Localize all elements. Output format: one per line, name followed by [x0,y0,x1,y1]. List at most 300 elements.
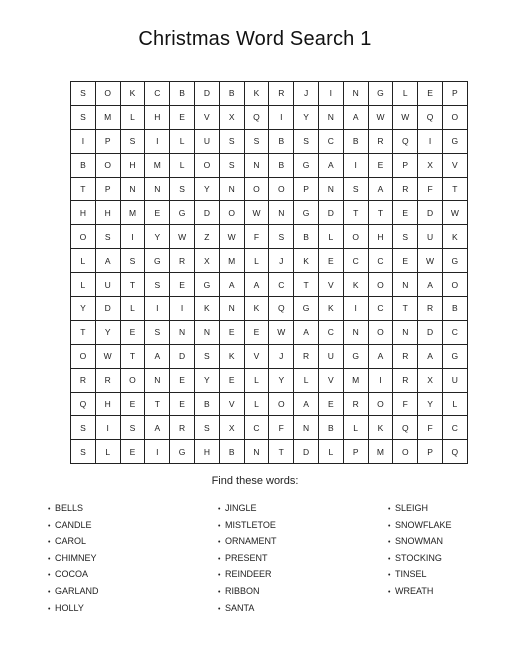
grid-cell[interactable]: H [368,225,393,249]
grid-cell[interactable]: R [269,82,294,106]
grid-cell[interactable]: C [343,249,368,273]
grid-cell[interactable]: T [294,273,319,297]
grid-cell[interactable]: S [343,177,368,201]
grid-cell[interactable]: M [120,201,145,225]
bullet-icon: • [48,539,51,547]
grid-cell[interactable]: A [343,105,368,129]
grid-cell[interactable]: R [294,344,319,368]
grid-row [71,177,468,201]
grid-cell[interactable]: E [170,105,195,129]
grid-cell[interactable]: G [368,82,393,106]
grid-cell[interactable]: N [145,177,170,201]
word-list-item [388,583,452,600]
grid-cell[interactable]: E [219,368,244,392]
grid-cell[interactable]: S [145,320,170,344]
grid-cell[interactable]: I [368,368,393,392]
grid-cell[interactable]: P [418,440,443,464]
grid-cell[interactable]: E [120,392,145,416]
grid-cell[interactable]: O [219,201,244,225]
grid-cell[interactable]: N [120,177,145,201]
grid-cell[interactable]: K [442,225,467,249]
grid-cell[interactable]: Q [418,105,443,129]
grid-cell[interactable]: G [170,201,195,225]
grid-cell[interactable]: X [219,416,244,440]
grid-cell[interactable]: E [393,249,418,273]
word-list-column-1 [48,500,99,616]
grid-cell[interactable]: L [343,416,368,440]
word-label: RIBBON [225,585,260,596]
word-list-item [388,550,452,567]
grid-cell[interactable]: I [145,129,170,153]
grid-cell[interactable]: U [442,368,467,392]
grid-cell[interactable]: S [120,129,145,153]
grid-cell[interactable]: S [393,225,418,249]
grid-cell[interactable]: S [244,129,269,153]
grid-cell[interactable]: T [442,177,467,201]
grid-cell[interactable]: J [269,344,294,368]
grid-cell[interactable]: Y [418,392,443,416]
grid-cell[interactable]: A [294,320,319,344]
bullet-icon: • [48,506,51,513]
grid-cell[interactable]: I [318,82,343,106]
grid-cell[interactable]: E [170,273,195,297]
grid-cell[interactable]: X [418,153,443,177]
grid-cell[interactable]: D [194,82,219,106]
grid-cell[interactable]: L [294,368,319,392]
word-label: WREATH [395,585,434,596]
grid-cell[interactable]: Y [194,177,219,201]
grid-cell[interactable]: O [368,320,393,344]
word-list-item [48,583,99,600]
grid-cell[interactable]: C [442,416,467,440]
grid-cell[interactable]: M [219,249,244,273]
bullet-icon: • [48,555,51,563]
grid-cell[interactable]: D [294,440,319,464]
grid-cell[interactable]: L [95,440,120,464]
grid-cell[interactable]: A [95,249,120,273]
grid-cell[interactable]: X [418,368,443,392]
grid-cell[interactable]: K [244,297,269,321]
grid-cell[interactable]: E [368,153,393,177]
grid-cell[interactable]: L [244,249,269,273]
grid-cell[interactable]: I [269,105,294,129]
word-label: CAROL [55,536,87,547]
grid-cell[interactable]: P [442,82,467,106]
grid-cell[interactable]: N [170,320,195,344]
grid-cell[interactable]: R [393,344,418,368]
grid-cell[interactable]: S [71,416,96,440]
grid-cell[interactable]: N [343,320,368,344]
grid-cell[interactable]: W [393,105,418,129]
grid-cell[interactable]: B [219,82,244,106]
grid-cell[interactable]: A [368,344,393,368]
grid-cell[interactable]: C [368,249,393,273]
grid-cell[interactable]: V [219,392,244,416]
word-list-item [388,500,452,517]
grid-cell[interactable]: I [71,129,96,153]
grid-cell[interactable]: N [145,368,170,392]
grid-cell[interactable]: L [244,368,269,392]
word-list-column-3 [388,500,452,600]
grid-cell[interactable]: Y [145,225,170,249]
grid-cell[interactable]: C [145,82,170,106]
grid-cell[interactable]: H [71,201,96,225]
grid-cell[interactable]: P [95,177,120,201]
grid-cell[interactable]: I [170,297,195,321]
grid-cell[interactable]: E [318,249,343,273]
grid-cell[interactable]: H [95,392,120,416]
grid-cell[interactable]: V [194,105,219,129]
grid-cell[interactable]: U [194,129,219,153]
grid-cell[interactable]: J [294,82,319,106]
bullet-icon: • [218,572,221,580]
grid-cell[interactable]: C [318,320,343,344]
grid-cell[interactable]: P [294,177,319,201]
grid-cell[interactable]: A [244,273,269,297]
grid-cell[interactable]: R [393,177,418,201]
grid-row [71,249,468,273]
word-list-item [388,533,452,550]
grid-cell[interactable]: W [269,320,294,344]
bullet-icon: • [48,522,51,530]
grid-cell[interactable]: S [71,82,96,106]
word-label: SNOWMAN [395,536,443,547]
grid-cell[interactable]: G [145,249,170,273]
grid-cell[interactable]: R [368,129,393,153]
grid-cell[interactable]: I [145,440,170,464]
word-label: JINGLE [225,503,257,513]
grid-cell[interactable]: E [219,320,244,344]
grid-cell[interactable]: E [170,368,195,392]
grid-cell[interactable]: Q [393,416,418,440]
grid-cell[interactable]: F [418,416,443,440]
grid-cell[interactable]: Z [194,225,219,249]
grid-cell[interactable]: E [244,320,269,344]
grid-cell[interactable]: A [219,273,244,297]
grid-cell[interactable]: O [95,153,120,177]
grid-cell[interactable]: Y [294,105,319,129]
grid-cell[interactable]: N [318,105,343,129]
grid-cell[interactable]: E [120,320,145,344]
grid-cell[interactable]: E [145,201,170,225]
grid-cell[interactable]: T [145,392,170,416]
grid-row [71,273,468,297]
grid-cell[interactable]: Y [269,368,294,392]
grid-cell[interactable]: H [145,105,170,129]
grid-cell[interactable]: T [120,273,145,297]
grid-cell[interactable]: H [120,153,145,177]
grid-cell[interactable]: T [71,320,96,344]
grid-cell[interactable]: S [269,225,294,249]
grid-cell[interactable]: U [318,344,343,368]
grid-cell[interactable]: S [71,440,96,464]
grid-cell[interactable]: D [194,201,219,225]
grid-cell[interactable]: R [170,416,195,440]
grid-cell[interactable]: D [418,320,443,344]
grid-cell[interactable]: M [368,440,393,464]
grid-cell[interactable]: L [71,249,96,273]
grid-cell[interactable]: R [170,249,195,273]
grid-cell[interactable]: S [219,153,244,177]
grid-cell[interactable]: G [294,297,319,321]
grid-cell[interactable]: C [318,129,343,153]
grid-cell[interactable]: O [442,105,467,129]
grid-cell[interactable]: N [244,153,269,177]
grid-cell[interactable]: W [418,249,443,273]
grid-cell[interactable]: T [393,297,418,321]
grid-cell[interactable]: N [343,82,368,106]
grid-cell[interactable]: P [343,440,368,464]
grid-cell[interactable]: O [393,440,418,464]
grid-cell[interactable]: N [294,416,319,440]
word-label: HOLLY [55,602,84,613]
grid-cell[interactable]: B [442,297,467,321]
grid-cell[interactable]: T [368,201,393,225]
grid-cell[interactable]: K [194,297,219,321]
word-list-item [48,500,99,517]
word-list-item [218,533,277,550]
grid-cell[interactable]: G [294,153,319,177]
grid-cell[interactable]: S [219,129,244,153]
grid-cell[interactable]: F [244,225,269,249]
grid-cell[interactable]: G [294,201,319,225]
grid-cell[interactable]: E [418,82,443,106]
word-label: PRESENT [225,552,268,563]
grid-cell[interactable]: A [294,392,319,416]
grid-cell[interactable]: L [393,82,418,106]
grid-cell[interactable]: A [145,416,170,440]
grid-cell[interactable]: G [442,129,467,153]
grid-cell[interactable]: S [294,129,319,153]
grid-cell[interactable]: O [442,273,467,297]
grid-cell[interactable]: B [71,153,96,177]
grid-cell[interactable]: B [219,440,244,464]
grid-cell[interactable]: O [71,225,96,249]
grid-cell[interactable]: T [120,344,145,368]
grid-cell[interactable]: S [194,416,219,440]
grid-cell[interactable]: X [219,105,244,129]
grid-cell[interactable]: G [194,273,219,297]
grid-cell[interactable]: R [418,297,443,321]
grid-cell[interactable]: V [442,153,467,177]
grid-cell[interactable]: Q [71,392,96,416]
grid-cell[interactable]: S [170,177,195,201]
word-list-item [218,600,277,617]
grid-cell[interactable]: N [393,320,418,344]
grid-cell[interactable]: A [368,177,393,201]
grid-cell[interactable]: N [393,273,418,297]
grid-cell[interactable]: B [294,225,319,249]
grid-cell[interactable]: L [170,153,195,177]
grid-cell[interactable]: D [170,344,195,368]
grid-cell[interactable]: K [294,249,319,273]
word-list-item [218,566,277,583]
grid-cell[interactable]: N [219,297,244,321]
grid-cell[interactable]: U [95,273,120,297]
grid-cell[interactable]: O [343,225,368,249]
grid-cell[interactable]: T [269,440,294,464]
grid-cell[interactable]: M [343,368,368,392]
word-label: TINSEL [395,569,427,580]
grid-cell[interactable]: O [120,368,145,392]
grid-cell[interactable]: V [244,344,269,368]
grid-row [71,153,468,177]
grid-cell[interactable]: W [95,344,120,368]
grid-cell[interactable]: I [343,297,368,321]
grid-cell[interactable]: C [244,416,269,440]
grid-cell[interactable]: W [219,225,244,249]
grid-cell[interactable]: W [442,201,467,225]
grid-cell[interactable]: F [393,392,418,416]
grid-cell[interactable]: A [418,344,443,368]
grid-cell[interactable]: K [219,344,244,368]
grid-cell[interactable]: H [95,201,120,225]
grid-cell[interactable]: S [120,416,145,440]
grid-cell[interactable]: G [170,440,195,464]
grid-cell[interactable]: R [393,368,418,392]
grid-row [71,297,468,321]
grid-cell[interactable]: N [244,440,269,464]
grid-cell[interactable]: K [244,82,269,106]
grid-cell[interactable]: L [170,129,195,153]
grid-cell[interactable]: B [318,416,343,440]
grid-cell[interactable]: L [120,105,145,129]
grid-cell[interactable]: Y [71,297,96,321]
grid-cell[interactable]: T [343,201,368,225]
grid-row [71,129,468,153]
grid-cell[interactable]: E [318,392,343,416]
grid-cell[interactable]: Y [194,368,219,392]
word-list-item [218,500,277,517]
grid-cell[interactable]: V [318,368,343,392]
grid-cell[interactable]: O [269,177,294,201]
grid-cell[interactable]: F [269,416,294,440]
grid-cell[interactable]: S [71,105,96,129]
bullet-icon: • [218,555,221,563]
grid-cell[interactable]: K [120,82,145,106]
grid-cell[interactable]: O [244,177,269,201]
grid-cell[interactable]: M [145,153,170,177]
grid-row [71,225,468,249]
grid-cell[interactable]: I [418,129,443,153]
grid-cell[interactable]: D [418,201,443,225]
grid-cell[interactable]: O [95,82,120,106]
grid-cell[interactable]: U [418,225,443,249]
word-list-item [388,566,452,583]
bullet-icon: • [388,572,391,580]
grid-cell[interactable]: G [343,344,368,368]
grid-cell[interactable]: I [120,225,145,249]
grid-cell[interactable]: L [442,392,467,416]
grid-cell[interactable]: E [120,440,145,464]
grid-cell[interactable]: B [343,129,368,153]
grid-cell[interactable]: Y [95,320,120,344]
word-list-item [218,583,277,600]
grid-cell[interactable]: E [170,392,195,416]
grid-row [71,416,468,440]
grid-cell[interactable]: A [318,153,343,177]
grid-cell[interactable]: Q [244,105,269,129]
word-list-column-2 [218,500,277,616]
grid-cell[interactable]: S [194,344,219,368]
grid-cell[interactable]: L [244,392,269,416]
grid-cell[interactable]: N [219,177,244,201]
grid-cell[interactable]: L [318,225,343,249]
grid-cell[interactable]: A [418,273,443,297]
grid-cell[interactable]: D [95,297,120,321]
grid-cell[interactable]: R [343,392,368,416]
grid-cell[interactable]: V [318,273,343,297]
grid-cell[interactable]: Q [393,129,418,153]
grid-cell[interactable]: Q [269,297,294,321]
grid-cell[interactable]: G [442,344,467,368]
grid-cell[interactable]: Q [442,440,467,464]
grid-cell[interactable]: I [95,416,120,440]
bullet-icon: • [218,506,221,513]
grid-cell[interactable]: H [194,440,219,464]
grid-cell[interactable]: A [145,344,170,368]
grid-cell[interactable]: B [170,82,195,106]
grid-cell[interactable]: R [95,368,120,392]
grid-cell[interactable]: O [194,153,219,177]
bullet-icon: • [388,555,391,563]
grid-cell[interactable]: E [393,201,418,225]
grid-cell[interactable]: K [368,416,393,440]
grid-cell[interactable]: O [71,344,96,368]
bullet-icon: • [218,588,221,596]
grid-cell[interactable]: W [368,105,393,129]
grid-cell[interactable]: W [244,201,269,225]
grid-cell[interactable]: B [194,392,219,416]
grid-cell[interactable]: K [343,273,368,297]
grid-cell[interactable]: S [120,249,145,273]
grid-cell[interactable]: J [269,249,294,273]
grid-cell[interactable]: L [120,297,145,321]
grid-cell[interactable]: S [95,225,120,249]
grid-cell[interactable]: I [145,297,170,321]
grid-cell[interactable]: C [442,320,467,344]
grid-cell[interactable]: L [71,273,96,297]
grid-cell[interactable]: L [318,440,343,464]
grid-cell[interactable]: T [71,177,96,201]
grid-cell[interactable]: C [269,273,294,297]
grid-cell[interactable]: B [269,129,294,153]
grid-cell[interactable]: R [71,368,96,392]
grid-cell[interactable]: W [170,225,195,249]
grid-cell[interactable]: K [318,297,343,321]
grid-cell[interactable]: P [393,153,418,177]
grid-cell[interactable]: O [368,392,393,416]
bullet-icon: • [218,605,221,613]
grid-cell[interactable]: O [269,392,294,416]
word-label: REINDEER [225,569,272,580]
grid-cell[interactable]: F [418,177,443,201]
grid-cell[interactable]: O [368,273,393,297]
grid-cell[interactable]: B [269,153,294,177]
grid-cell[interactable]: I [343,153,368,177]
grid-cell[interactable]: G [442,249,467,273]
grid-cell[interactable]: N [269,201,294,225]
grid-cell[interactable]: C [368,297,393,321]
grid-cell[interactable]: X [194,249,219,273]
grid-cell[interactable]: D [318,201,343,225]
grid-cell[interactable]: N [194,320,219,344]
grid-cell[interactable]: M [95,105,120,129]
grid-cell[interactable]: N [318,177,343,201]
grid-cell[interactable]: P [95,129,120,153]
grid-cell[interactable]: S [145,273,170,297]
word-list-item [388,517,452,534]
